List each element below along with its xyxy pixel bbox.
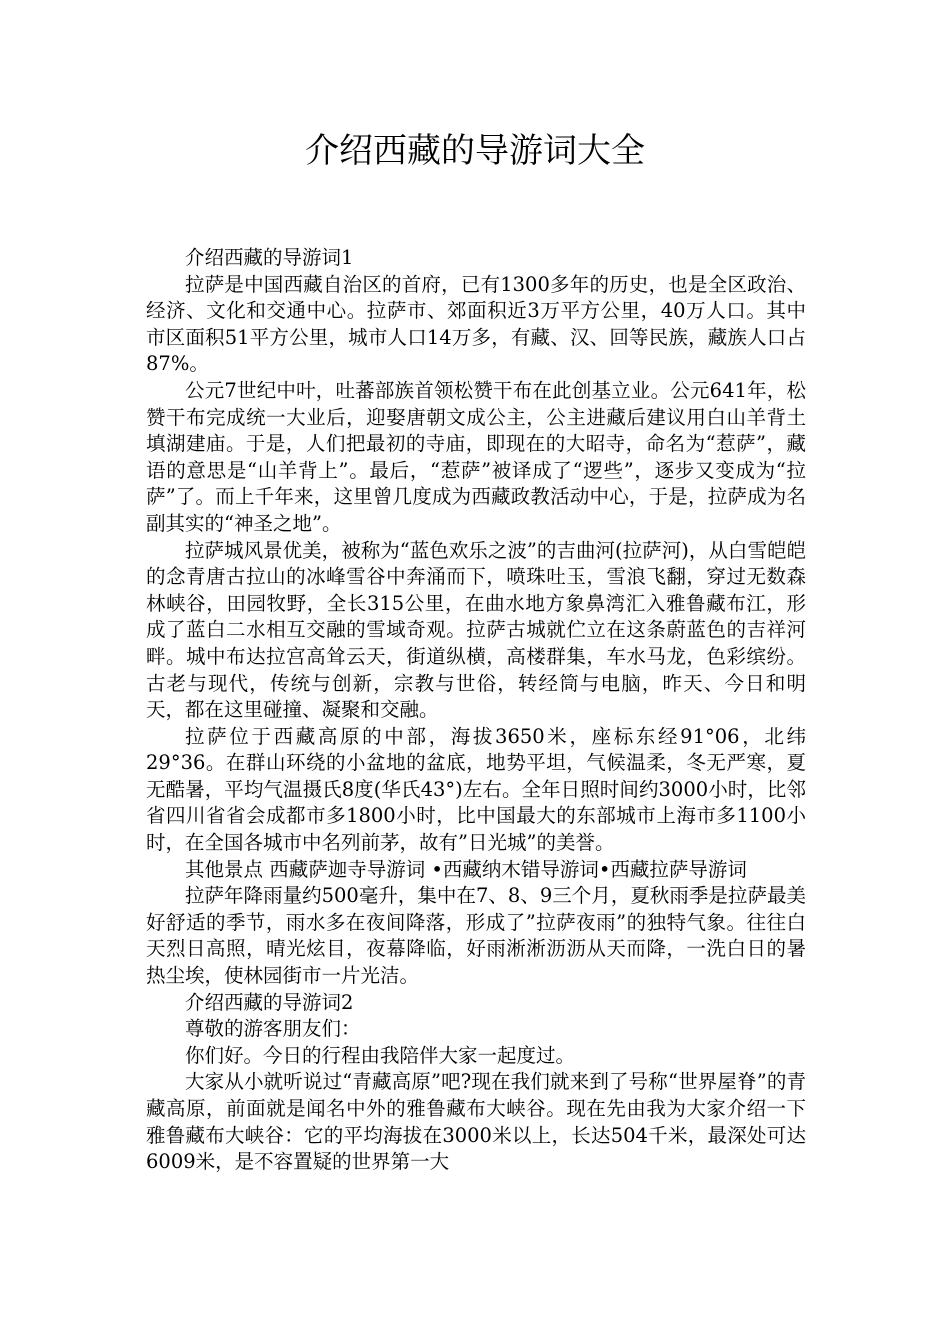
related-links: 其他景点 西藏萨迦寺导游词 •西藏纳木错导游词•西藏拉萨导游词 (185, 857, 747, 881)
paragraph: 你们好。今日的行程由我陪伴大家一起度过。 (185, 1043, 576, 1067)
paragraph: 尊敬的游客朋友们： (185, 1017, 361, 1041)
paragraph: 拉萨年降雨量约500毫升，集中在7、8、9三个月，夏秋雨季是拉萨最美好舒适的季节，雨水多在夜间降落，形成了”拉萨夜雨”的独特气象。往往白天烈日高照，晴光炫目，夜幕降临，好雨淅淅沥沥从天而降，一洗白日的暑热尘埃，使林园街市一片光洁。 (146, 884, 806, 988)
section-heading: 介绍西藏的导游词2 (185, 990, 354, 1014)
paragraph: 公元7世纪中叶，吐蕃部族首领松赞干布在此创基立业。公元641年，松赞干布完成统一大业后，迎娶唐朝文成公主，公主进藏后建议用白山羊背土填湖建庙。于是，人们把最初的寺庙，即现在的大昭寺，命名为“惹萨”，藏语的意思是“山羊背上”。最后，“惹萨”被译成了“逻些”，逐步又变成为“拉萨”了。而上千年来，这里曾几度成为西藏政教活动中心，于是，拉萨成为名副其实的“神圣之地”。 (146, 378, 806, 535)
paragraph: 拉萨位于西藏高原的中部，海拔3650米，座标东经91°06，北纬29°36。在群山环绕的小盆地的盆底，地势平坦，气候温柔，冬无严寒，夏无酷暑，平均气温摄氏8度(华氏43°)左右。全年日照时间约3000小时，比邻省四川省省会成都市多1800小时，比中国最大的东部城市上海市多1100小时，在全国各城市中名列前茅，故有”日光城”的美誉。 (146, 724, 806, 855)
paragraph: 拉萨是中国西藏自治区的首府，已有1300多年的历史，也是全区政治、经济、文化和交通中心。拉萨市、郊面积近3万平方公里，40万人口。其中市区面积51平方公里，城市人口14万多，有藏、汉、回等民族，藏族人口占87%。 (146, 272, 806, 376)
document-title: 介绍西藏的导游词大全 (305, 131, 645, 171)
paragraph: 大家从小就听说过“青藏高原”吧?现在我们就来到了号称“世界屋脊”的青藏高原，前面就是闻名中外的雅鲁藏布大峡谷。现在先由我为大家介绍一下雅鲁藏布大峡谷：它的平均海拔在3000米以上，长达504千米，最深处可达6009米，是不容置疑的世界第一大 (146, 1070, 806, 1174)
paragraph: 拉萨城风景优美，被称为“蓝色欢乐之波”的吉曲河(拉萨河)，从白雪皑皑的念青唐古拉山的冰峰雪谷中奔涌而下，喷珠吐玉，雪浪飞翻，穿过无数森林峡谷，田园牧野，全长315公里，在曲水地方象鼻湾汇入雅鲁藏布江，形成了蓝白二水相互交融的雪域奇观。拉萨古城就伫立在这条蔚蓝色的吉祥河畔。城中布达拉宫高耸云天，街道纵横，高楼群集，车水马龙，色彩缤纷。古老与现代，传统与创新，宗教与世俗，转经筒与电脑，昨天、今日和明天，都在这里碰撞、凝聚和交融。 (146, 538, 806, 722)
document-body (146, 245, 806, 1176)
section-heading: 介绍西藏的导游词1 (185, 246, 354, 269)
